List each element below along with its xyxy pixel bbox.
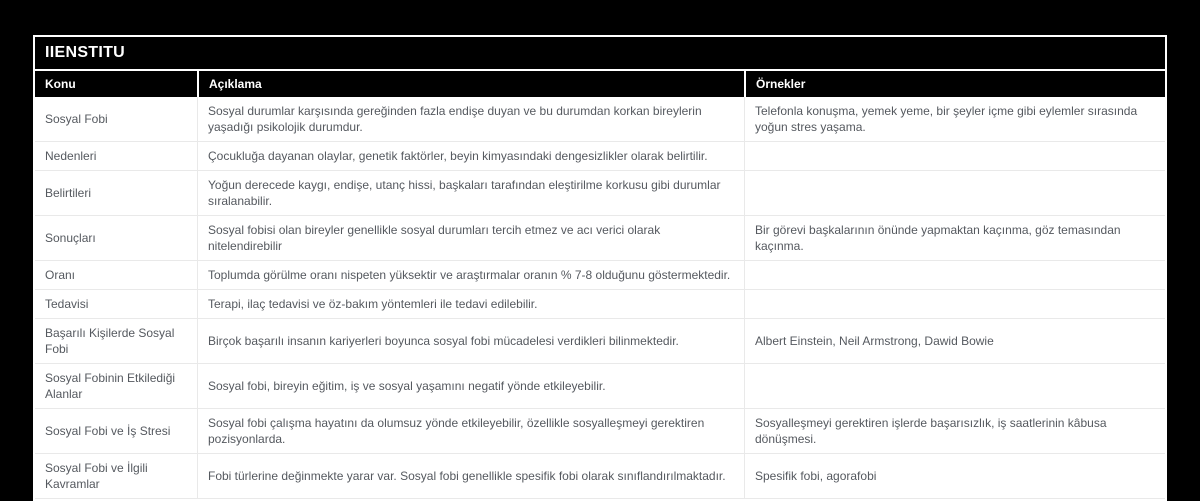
cell-aciklama: Yoğun derecede kaygı, endişe, utanç hissi, başkaları tarafından eleştirilme korkusu gibi durumlar sıralanabilir. xyxy=(197,171,744,216)
table-row xyxy=(35,142,1165,171)
cell-aciklama: Terapi, ilaç tedavisi ve öz-bakım yöntemleri ile tedavi edilebilir. xyxy=(197,290,744,319)
cell-ornekler xyxy=(744,364,1165,409)
cell-aciklama: Sosyal fobi, bireyin eğitim, iş ve sosyal yaşamını negatif yönde etkileyebilir. xyxy=(197,364,744,409)
table-row xyxy=(35,261,1165,290)
info-table xyxy=(35,71,1165,499)
cell-ornekler: Sosyalleşmeyi gerektiren işlerde başarısızlık, iş saatlerinin kâbusa dönüşmesi. xyxy=(744,409,1165,454)
cell-ornekler xyxy=(744,261,1165,290)
cell-ornekler xyxy=(744,171,1165,216)
cell-konu: Sosyal Fobi ve İş Stresi xyxy=(35,409,197,454)
cell-konu: Sosyal Fobi ve İlgili Kavramlar xyxy=(35,454,197,499)
table-row xyxy=(35,97,1165,142)
cell-aciklama: Fobi türlerine değinmekte yarar var. Sosyal fobi genellikle spesifik fobi olarak sınıflandırılmaktadır. xyxy=(197,454,744,499)
cell-ornekler: Telefonla konuşma, yemek yeme, bir şeyler içme gibi eylemler sırasında yoğun stres yaşama. xyxy=(744,97,1165,142)
cell-konu: Başarılı Kişilerde Sosyal Fobi xyxy=(35,319,197,364)
cell-aciklama: Sosyal durumlar karşısında gereğinden fazla endişe duyan ve bu durumdan korkan bireylerin yaşadığı psikolojik durumdur. xyxy=(197,97,744,142)
cell-ornekler: Bir görevi başkalarının önünde yapmaktan kaçınma, göz temasından kaçınma. xyxy=(744,216,1165,261)
cell-aciklama: Sosyal fobi çalışma hayatını da olumsuz yönde etkileyebilir, özellikle sosyalleşmeyi gerektiren pozisyonlarda. xyxy=(197,409,744,454)
column-header-aciklama: Açıklama xyxy=(197,71,744,97)
header-row xyxy=(35,71,1165,97)
cell-konu: Sosyal Fobi xyxy=(35,97,197,142)
brand-title: IIENSTITU xyxy=(35,37,1165,69)
cell-ornekler xyxy=(744,142,1165,171)
cell-konu: Belirtileri xyxy=(35,171,197,216)
cell-aciklama: Çocukluğa dayanan olaylar, genetik faktörler, beyin kimyasındaki dengesizlikler olarak belirtilir. xyxy=(197,142,744,171)
column-header-konu: Konu xyxy=(35,71,197,97)
cell-aciklama: Sosyal fobisi olan bireyler genellikle sosyal durumları tercih etmez ve acı verici olarak nitelendirebilir xyxy=(197,216,744,261)
cell-ornekler: Albert Einstein, Neil Armstrong, Dawid Bowie xyxy=(744,319,1165,364)
table-row xyxy=(35,364,1165,409)
table-row xyxy=(35,454,1165,499)
table-row xyxy=(35,409,1165,454)
cell-aciklama: Toplumda görülme oranı nispeten yüksektir ve araştırmalar oranın % 7-8 olduğunu göstermektedir. xyxy=(197,261,744,290)
table-row xyxy=(35,319,1165,364)
cell-konu: Oranı xyxy=(35,261,197,290)
table-row xyxy=(35,290,1165,319)
cell-ornekler xyxy=(744,290,1165,319)
cell-ornekler: Spesifik fobi, agorafobi xyxy=(744,454,1165,499)
cell-konu: Nedenleri xyxy=(35,142,197,171)
table-card xyxy=(33,35,1167,501)
cell-konu: Sonuçları xyxy=(35,216,197,261)
table-body xyxy=(35,97,1165,499)
column-header-ornekler: Örnekler xyxy=(744,71,1165,97)
cell-konu: Tedavisi xyxy=(35,290,197,319)
cell-konu: Sosyal Fobinin Etkilediği Alanlar xyxy=(35,364,197,409)
table-row xyxy=(35,171,1165,216)
cell-aciklama: Birçok başarılı insanın kariyerleri boyunca sosyal fobi mücadelesi verdikleri bilinmektedir. xyxy=(197,319,744,364)
table-row xyxy=(35,216,1165,261)
